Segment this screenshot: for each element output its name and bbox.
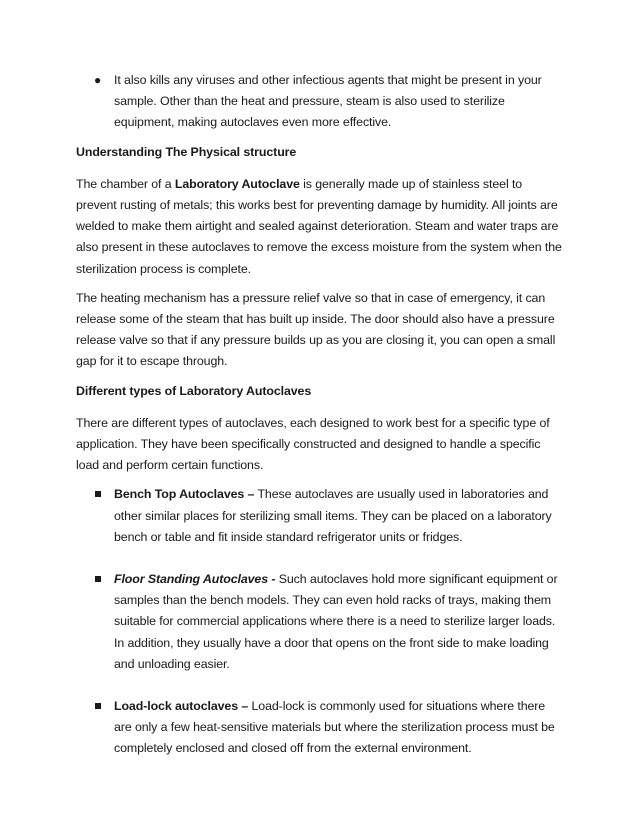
list-item-title: Floor Standing Autoclaves -	[114, 572, 276, 587]
paragraph-chamber	[76, 174, 566, 280]
square-bullet-icon	[95, 576, 101, 582]
paragraph-heating-mechanism: The heating mechanism has a pressure relief valve so that in case of emergency, it can release some of the steam that has built up inside. The door should also have a pressure release valve so that if any pressure builds up as you are closing it, you can open a small gap for it to escape through.	[76, 290, 556, 369]
paragraph-text: The chamber of a	[76, 176, 175, 191]
paragraph-types-intro: There are different types of autoclaves, each designed to work best for a specific type of application. They have been specifically constructed and designed to handle a specific load and perform certain functions.	[76, 415, 550, 473]
bullet-list-item	[76, 70, 566, 134]
list-item-text: These autoclaves are usually used in laboratories and other similar places for sterilizing small items. They can be placed on a laboratory bench or table and fit inside standard refrigerator units or fridges.	[114, 487, 552, 544]
bold-term-laboratory-autoclave: Laboratory Autoclave	[174, 176, 300, 191]
list-item-title: Load-lock autoclaves –	[114, 699, 249, 714]
bullet-dot-icon: ●	[94, 73, 102, 87]
document-page	[76, 70, 566, 781]
list-item-text: Such autoclaves hold more significant equipment or samples than the bench models. They can even hold racks of trays, making them suitable for commercial applications where there is a need to sterilize larger loads. In addition, they usually have a door that opens on the front side to make loading and unloading easier.	[114, 572, 558, 671]
square-bullet-icon	[95, 703, 101, 709]
section-heading-physical-structure: Understanding The Physical structure	[76, 144, 297, 159]
square-bullet-icon	[95, 491, 101, 497]
list-item-load-lock	[76, 696, 566, 760]
list-item-text: Load-lock is commonly used for situations where there are only a few heat-sensitive materials but where the sterilization process must be completely enclosed and closed off from the external environment.	[114, 699, 555, 756]
list-item-floor-standing	[76, 569, 566, 675]
section-heading-autoclave-types: Different types of Laboratory Autoclaves	[76, 383, 312, 398]
list-item-bench-top	[76, 484, 566, 548]
paragraph-text: is generally made up of stainless steel to prevent rusting of metals; this works best for preventing damage by humidity. All joints are welded to make them airtight and sealed against deterioration. Steam and water traps are also present in these autoclaves to remove the excess moisture from the system when the sterilization process is complete.	[76, 176, 562, 276]
bullet-text: It also kills any viruses and other infectious agents that might be present in your sample. Other than the heat and pressure, steam is also used to sterilize equipment, making autoclaves even more effective.	[114, 73, 542, 130]
list-item-title: Bench Top Autoclaves –	[114, 487, 255, 502]
